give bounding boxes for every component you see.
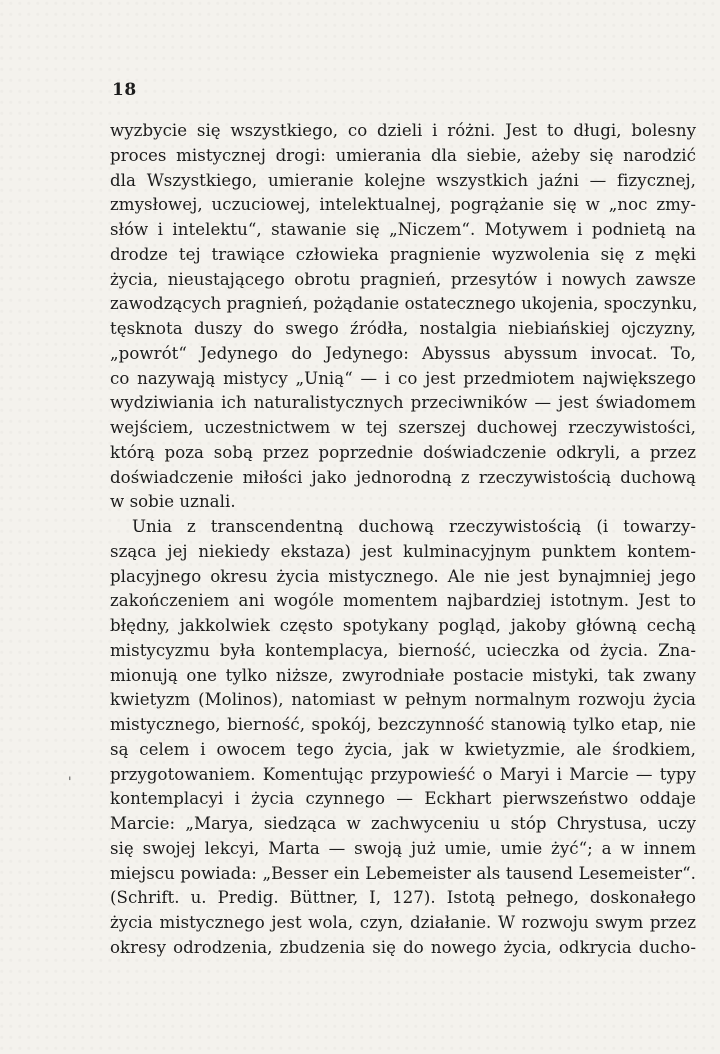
- text-line: mionują one tylko niższe, zwyrodniałe postacie mistyki, tak zwany: [110, 665, 696, 685]
- page-number: 18: [112, 80, 137, 100]
- text-line: są celem i owocem tego życia, jak w kwietyzmie, ale środkiem,: [110, 739, 696, 759]
- text-line: dla Wszystkiego, umieranie kolejne wszystkich jaźni — fizycznej,: [110, 170, 696, 190]
- text-line: co nazywają mistycy „Unią“ — i co jest przedmiotem największego: [110, 368, 696, 388]
- text-line: „powrót“ Jedynego do Jedynego: Abyssus abyssum invocat. To,: [110, 343, 696, 363]
- text-line: wydziwiania ich naturalistycznych przeciwników — jest świadomem: [110, 393, 696, 413]
- text-line: Marcie: „Marya, siedząca w zachwyceniu u stóp Chrystusa, uczy: [110, 814, 696, 833]
- text-line: którą poza sobą przez poprzednie doświadczenie odkryli, a przez: [110, 442, 696, 462]
- text-line: mistycyzmu była kontemplacya, bierność, ucieczka od życia. Zna-: [110, 640, 696, 660]
- paragraph-start-line: Unia z transcendentną duchową rzeczywistością (i towarzy-: [132, 517, 696, 536]
- text-line: słów i intelektu“, stawanie się „Niczem“. Motywem i podnietą na: [110, 220, 696, 239]
- text-line: (Schrift. u. Predig. Büttner, I, 127). Istotą pełnego, doskonałego: [110, 888, 696, 908]
- text-line: okresy odrodzenia, zbudzenia się do nowego życia, odkrycia ducho-: [110, 937, 696, 957]
- text-line: życia, nieustającego obrotu pragnień, przesytów i nowych zawsze: [110, 269, 696, 289]
- text-line: zmysłowej, uczuciowej, intelektualnej, pogrążanie się w „noc zmy-: [110, 195, 696, 215]
- text-line: wyzbycie się wszystkiego, co dzieli i różni. Jest to długi, bolesny: [110, 121, 696, 140]
- text-line: zawodzących pragnień, pożądanie ostatecznego ukojenia, spoczynku,: [110, 294, 698, 314]
- text-line: doświadczenie miłości jako jednorodną z rzeczywistością duchową: [110, 467, 696, 487]
- text-line: kontemplacyi i życia czynnego — Eckhart pierwszeństwo oddaje: [110, 789, 696, 809]
- text-line: mistycznego, bierność, spokój, bezczynność stanowią tylko etap, nie: [110, 715, 696, 734]
- text-line: tęsknota duszy do swego źródła, nostalgia niebiańskiej ojczyzny,: [110, 319, 696, 338]
- text-line: miejscu powiada: „Besser ein Lebemeister als tausend Lesemeister“.: [110, 863, 696, 883]
- text-line: życia mistycznego jest wola, czyn, działanie. W rozwoju swym przez: [110, 913, 696, 932]
- text-line: proces mistycznej drogi: umierania dla siebie, ażeby się narodzić: [110, 145, 696, 165]
- text-line: zakończeniem ani wogóle momentem najbardziej istotnym. Jest to: [110, 591, 696, 611]
- text-line: wejściem, uczestnictwem w tej szerszej duchowej rzeczywistości,: [110, 418, 696, 437]
- text-line: się swojej lekcyi, Marta — swoją już umie, umie żyć“; a w innem: [110, 838, 696, 858]
- text-line: sząca jej niekiedy ekstaza) jest kulminacyjnym punktem kontem-: [110, 541, 696, 561]
- text-line: kwietyzm (Molinos), natomiast w pełnym normalnym rozwoju życia: [110, 690, 696, 710]
- text-line: placyjnego okresu życia mistycznego. Ale nie jest bynajmniej jego: [110, 566, 696, 586]
- paragraph-end-line: w sobie uznali.: [110, 492, 236, 512]
- text-line: przygotowaniem. Komentując przypowieść o Maryi i Marcie — typy: [110, 764, 696, 784]
- body-text: [110, 119, 696, 961]
- text-line: błędny, jakkolwiek często spotykany pogląd, jakoby główną cechą: [110, 616, 696, 635]
- text-line: drodze tej trawiące człowieka pragnienie wyzwolenia się z męki: [110, 244, 696, 264]
- margin-mark: ': [68, 775, 72, 790]
